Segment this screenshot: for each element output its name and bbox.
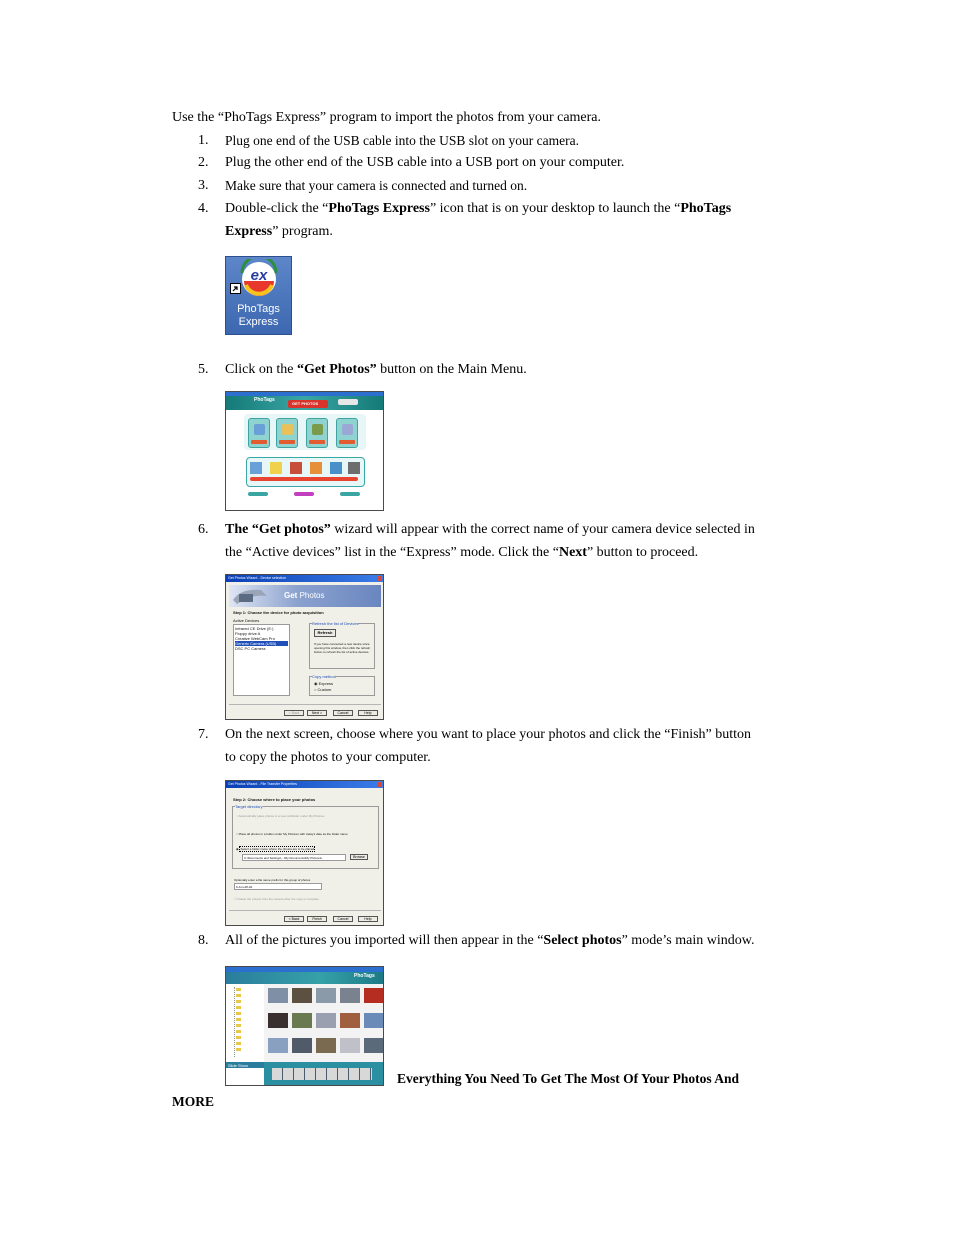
folder-tree[interactable] <box>226 984 265 1062</box>
shortcut-arrow-icon <box>230 283 241 294</box>
group-label: Copy method <box>312 674 336 679</box>
divider <box>229 910 381 911</box>
header-button[interactable] <box>338 399 358 405</box>
photo-thumbnail[interactable] <box>340 1038 360 1053</box>
step-heading: Step 2: Choose where to place your photos <box>233 797 316 802</box>
photo-thumbnail[interactable] <box>316 1013 336 1028</box>
divider <box>229 704 381 705</box>
slide-show-panel <box>226 1062 264 1086</box>
help-button[interactable]: Help <box>358 916 378 922</box>
select-photos-screenshot <box>225 966 384 1086</box>
icon-caption: PhoTags <box>237 303 280 315</box>
back-button[interactable]: < Back <box>284 916 304 922</box>
share-option[interactable] <box>348 462 360 474</box>
photags-logo-icon <box>236 259 282 299</box>
tagline-end: MORE <box>172 1094 214 1109</box>
browse-button[interactable]: Browse <box>350 854 368 860</box>
close-icon[interactable] <box>377 576 382 581</box>
photo-tray <box>264 1062 384 1086</box>
folder-path-value: C:\Documents and Settings\...\My Documents\My Pictures\ <box>244 856 323 860</box>
finish-button[interactable]: Finish <box>307 916 327 922</box>
step-text: Double-click the “PhoTags Express” icon that is on your desktop to launch the “PhoTags <box>225 201 732 216</box>
step-number: 7. <box>198 727 209 742</box>
footer-button[interactable] <box>294 492 314 496</box>
share-labels <box>250 477 358 481</box>
photo-thumbnail[interactable] <box>292 1013 312 1028</box>
share-option[interactable] <box>310 462 322 474</box>
device-item[interactable]: Creative WebCam Pro <box>235 636 275 641</box>
group-label: Refresh the list of Devices <box>312 621 359 626</box>
step-text: the “Active devices” list in the “Express” mode. Click the “Next” button to proceed. <box>225 545 699 560</box>
device-list[interactable] <box>233 624 290 696</box>
main-menu-screenshot <box>225 391 384 511</box>
share-option[interactable] <box>290 462 302 474</box>
tool-tile[interactable] <box>336 418 358 448</box>
step-text: On the next screen, choose where you want to place your photos and click the “Finish” button <box>225 727 752 742</box>
transfer-wizard-screenshot <box>225 780 384 926</box>
close-icon[interactable] <box>377 782 382 787</box>
device-item[interactable]: Infrared CE Drive (E:) <box>235 626 274 631</box>
select-folder-radio[interactable]: ◉ Select a folder name where the photos are to be placed <box>236 847 315 851</box>
prefix-input[interactable] <box>234 883 322 890</box>
auto-folder-radio[interactable]: ○ Automatically place photos in a new subfolder under My Pictures <box>236 814 325 818</box>
step-text: All of the pictures you imported will then appear in the “Select photos” mode’s main window. <box>225 933 755 948</box>
device-item-selected[interactable]: Generic Camera (USB) <box>235 641 288 646</box>
footer-button[interactable] <box>340 492 360 496</box>
window-title: Get Photos Wizard - File Transfer Properties <box>228 782 297 786</box>
photo-thumbnail[interactable] <box>340 1013 360 1028</box>
photo-thumbnail[interactable] <box>268 988 288 1003</box>
device-item[interactable]: DSC PC Camera <box>235 646 266 651</box>
photo-thumbnail[interactable] <box>292 1038 312 1053</box>
photags-express-icon[interactable] <box>225 256 292 335</box>
step-number: 4. <box>198 201 209 216</box>
step-number: 8. <box>198 933 209 948</box>
icon-caption: Express <box>238 316 279 328</box>
cancel-button[interactable]: Cancel <box>333 916 353 922</box>
step-number: 5. <box>198 362 209 377</box>
tagline: Everything You Need To Get The Most Of Your Photos And <box>397 1071 740 1086</box>
cancel-button[interactable]: Cancel <box>333 710 353 716</box>
photo-thumbnail[interactable] <box>316 988 336 1003</box>
photo-thumbnail[interactable] <box>364 1038 384 1053</box>
photo-thumbnail[interactable] <box>340 988 360 1003</box>
custom-radio[interactable]: ○ Custom <box>314 687 332 692</box>
brand-label: PhoTags <box>254 397 275 403</box>
tray-strip[interactable] <box>272 1068 372 1080</box>
device-item[interactable]: Floppy drive A <box>235 631 261 636</box>
step-text: Plug one end of the USB cable into the USB slot on your camera. <box>225 133 579 148</box>
step-number: 3. <box>198 178 209 193</box>
step-number: 2. <box>198 155 209 170</box>
folder-path-input[interactable] <box>242 854 346 861</box>
step-text: The “Get photos” wizard will appear with the correct name of your camera device selected in <box>225 522 755 537</box>
copy-method-group <box>309 676 375 696</box>
step-text: Make sure that your camera is connected and turned on. <box>225 178 528 193</box>
step-number: 6. <box>198 522 209 537</box>
next-button[interactable]: Next > <box>307 710 327 716</box>
brand-label: PhoTags <box>354 973 375 979</box>
tool-tile[interactable] <box>306 418 328 448</box>
step-text: Click on the “Get Photos” button on the Main Menu. <box>225 362 527 377</box>
banner-label: GET PHOTOS <box>292 401 319 406</box>
share-option[interactable] <box>270 462 282 474</box>
photo-grid <box>264 984 384 1062</box>
help-button[interactable]: Help <box>358 710 378 716</box>
step-text: Plug the other end of the USB cable into a USB port on your computer. <box>225 155 625 170</box>
camera-graphic-icon <box>231 586 271 606</box>
delete-checkbox[interactable]: ☐ Delete the photos from the camera after the copy is complete <box>234 897 319 901</box>
step-heading: Step 1: Choose the device for photo acquisition <box>233 610 324 615</box>
photo-thumbnail[interactable] <box>364 1013 384 1028</box>
device-wizard-screenshot <box>225 574 384 720</box>
panel-title: Slide Show <box>226 1063 264 1068</box>
photo-thumbnail[interactable] <box>316 1038 336 1053</box>
list-label: Active Devices <box>233 618 260 623</box>
tool-tile[interactable] <box>276 418 298 448</box>
back-button[interactable]: < Back <box>284 710 304 716</box>
photo-thumbnail[interactable] <box>268 1038 288 1053</box>
wizard-header-title: Get Photos <box>284 591 325 600</box>
intro-text: Use the “PhoTags Express” program to import the photos from your camera. <box>172 110 602 125</box>
group-label: Target directory <box>235 804 263 809</box>
express-radio[interactable]: ◉ Express <box>314 681 334 686</box>
tool-tile[interactable] <box>248 418 270 448</box>
step-text: to copy the photos to your computer. <box>225 750 431 765</box>
prefix-label: Optionally enter a file name prefix for this group of photos <box>234 878 311 882</box>
step-text: Express” program. <box>225 224 333 239</box>
svg-text:ex: ex <box>250 267 268 284</box>
photo-thumbnail[interactable] <box>364 988 384 1003</box>
window-title: Get Photos Wizard - Device selection <box>228 576 286 580</box>
prefix-value: 6-Jun-28-04 <box>236 885 253 889</box>
step-number: 1. <box>198 133 209 148</box>
date-folder-radio[interactable]: ○ Place all photos in a folder under My Pictures with today's date as the folder name <box>236 832 348 836</box>
share-option[interactable] <box>250 462 262 474</box>
share-option[interactable] <box>330 462 342 474</box>
photo-thumbnail[interactable] <box>292 988 312 1003</box>
refresh-button[interactable]: Refresh <box>314 629 336 637</box>
photo-thumbnail[interactable] <box>268 1013 288 1028</box>
refresh-note: If you have connected a new device since opening this window, then click the refresh button to refresh the list of active devices. <box>314 642 371 654</box>
footer-button[interactable] <box>248 492 268 496</box>
